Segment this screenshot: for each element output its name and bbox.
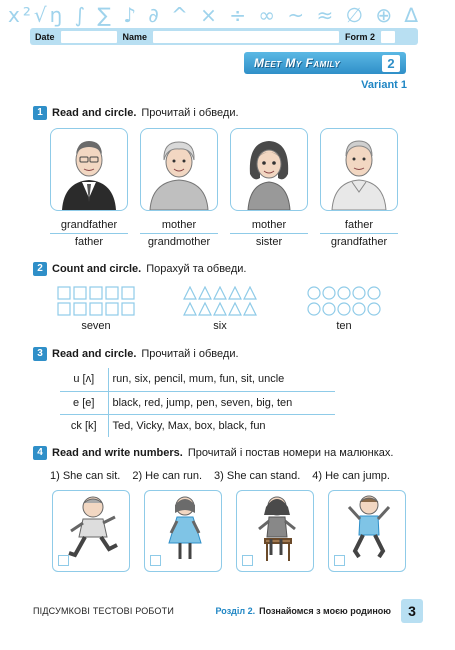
form-field[interactable] <box>381 31 395 43</box>
form-label: Form 2 <box>345 31 376 42</box>
running-boy-icon <box>63 493 123 565</box>
sound-table <box>60 368 335 437</box>
task-3-header <box>33 347 239 361</box>
date-label: Date <box>35 31 55 42</box>
picture-row <box>52 490 406 572</box>
squares-group-icon[interactable] <box>57 286 135 321</box>
task-2-header <box>33 262 246 276</box>
circles-group-icon[interactable] <box>307 286 383 321</box>
choice-word[interactable]: father <box>74 236 104 248</box>
sitting-girl-icon <box>247 493 307 565</box>
count-option-label[interactable]: ten <box>336 320 352 332</box>
task-number: 2 <box>33 262 47 276</box>
footer-section: Розділ 2. <box>215 606 256 616</box>
picture-card <box>236 490 314 572</box>
picture-card <box>52 490 130 572</box>
choice-word[interactable]: mother <box>230 217 308 234</box>
number-box[interactable] <box>334 555 345 566</box>
footer-book-title: ПІДСУМКОВІ ТЕСТОВІ РОБОТИ <box>33 606 175 616</box>
table-row <box>60 368 335 391</box>
sentence: 2) He can run. <box>132 470 203 482</box>
sentence: 3) She can stand. <box>214 470 301 482</box>
task-instruction-en: Read and circle. <box>52 348 137 360</box>
choice-word[interactable]: grandfather <box>330 236 388 248</box>
sentence: 4) He can jump. <box>312 470 390 482</box>
task-1-header <box>33 106 239 120</box>
choice-word[interactable]: father <box>320 217 398 234</box>
number-box[interactable] <box>242 555 253 566</box>
choice-word[interactable]: sister <box>255 236 283 248</box>
footer-topic: Познайомся з моєю родиною <box>259 606 391 616</box>
date-field[interactable] <box>61 31 117 43</box>
task-instruction-en: Read and write numbers. <box>52 447 183 459</box>
word-choice-2 <box>140 217 218 250</box>
sentence: 1) She can sit. <box>50 470 121 482</box>
task-instruction-ua: Порахуй та обведи. <box>146 263 247 275</box>
picture-card <box>144 490 222 572</box>
task-4-header <box>33 446 393 460</box>
word-choice-3 <box>230 217 308 250</box>
page-number: 3 <box>401 599 423 623</box>
triangles-group-icon[interactable] <box>183 286 257 321</box>
choice-word[interactable]: grandfather <box>50 217 128 234</box>
count-option-label[interactable]: seven <box>81 320 111 332</box>
task-instruction-ua: Прочитай і обведи. <box>141 107 239 119</box>
variant-label: Variant 1 <box>361 79 407 91</box>
sound-symbol: ck [k] <box>60 414 108 437</box>
task-instruction-ua: Прочитай і обведи. <box>141 348 239 360</box>
word-choices <box>50 217 398 250</box>
sentence-list <box>50 470 390 482</box>
number-box[interactable] <box>150 555 161 566</box>
word-choice-4 <box>320 217 398 250</box>
word-list[interactable]: Ted, Vicky, Max, box, black, fun <box>112 419 266 432</box>
jumping-boy-icon <box>339 493 399 565</box>
top-decoration <box>0 0 455 30</box>
unit-number: 2 <box>382 55 400 72</box>
choice-word[interactable]: mother <box>140 217 218 234</box>
grandfather-portrait-icon <box>50 128 128 211</box>
task-instruction-en: Read and circle. <box>52 107 137 119</box>
name-label: Name <box>122 31 148 42</box>
choice-word[interactable]: grandmother <box>147 236 211 248</box>
table-row <box>60 414 335 437</box>
number-box[interactable] <box>58 555 69 566</box>
sound-symbol: u [ʌ] <box>60 368 108 391</box>
father-portrait-icon <box>320 128 398 211</box>
page-title: Meet My Family <box>254 56 341 70</box>
word-list[interactable]: black, red, jump, pen, seven, big, ten <box>108 391 335 414</box>
footer <box>33 599 423 623</box>
task-instruction-ua: Прочитай і постав номери на малюнках. <box>187 447 394 459</box>
name-field[interactable] <box>153 31 339 43</box>
header-bar <box>30 28 418 45</box>
sound-symbol: e [e] <box>60 391 108 414</box>
title-banner <box>244 52 406 74</box>
task-instruction-en: Count and circle. <box>52 263 142 275</box>
grandmother-portrait-icon <box>140 128 218 211</box>
portrait-row <box>50 128 398 211</box>
decor-glyphs: x²√ŋ ∫ ∑ ♪ ∂ ^ × ÷ ∞ ~ ≈ ∅ ⊕ ∆ <box>8 3 421 27</box>
word-choice-1 <box>50 217 128 250</box>
table-row <box>60 391 335 414</box>
word-list[interactable]: run, six, pencil, mum, fun, sit, uncle <box>108 368 335 391</box>
task-number: 4 <box>33 446 47 460</box>
girl-portrait-icon <box>230 128 308 211</box>
task-number: 3 <box>33 347 47 361</box>
standing-girl-icon <box>155 493 215 565</box>
task-number: 1 <box>33 106 47 120</box>
count-option-label[interactable]: six <box>213 320 227 332</box>
picture-card <box>328 490 406 572</box>
footer-right <box>216 599 423 623</box>
